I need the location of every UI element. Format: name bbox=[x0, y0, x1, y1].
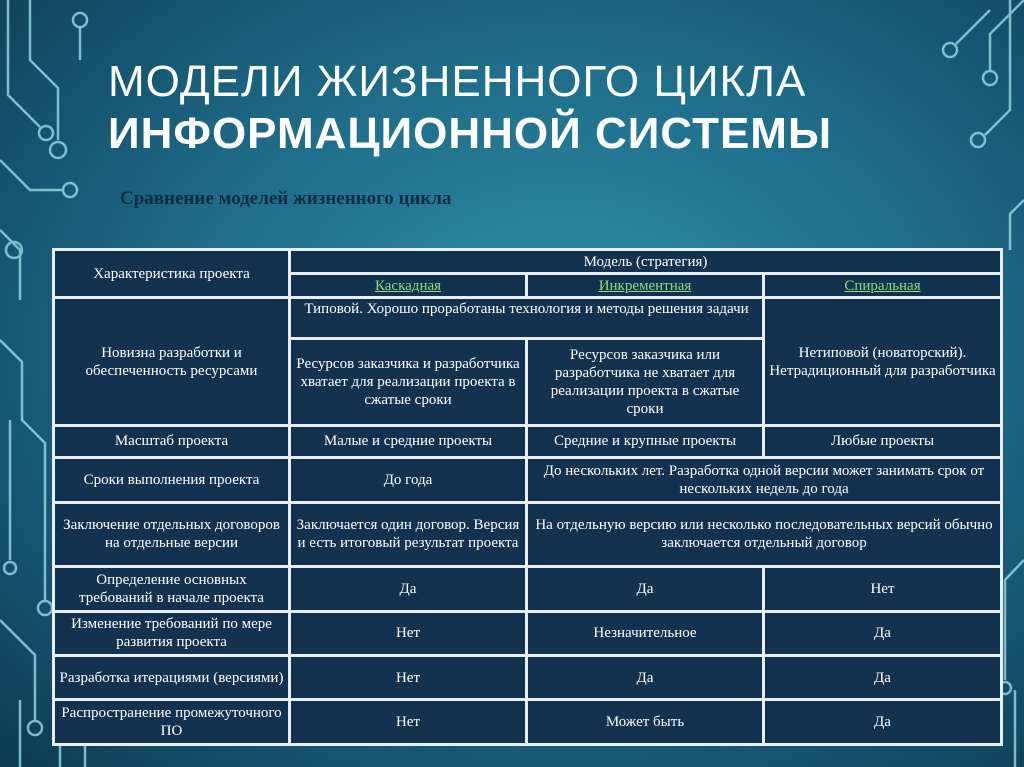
cell-scale-incremental: Средние и крупные проекты bbox=[527, 425, 764, 457]
table-row bbox=[54, 425, 1002, 457]
cell-changes-spiral: Да bbox=[764, 611, 1002, 655]
cell-iterations-spiral: Да bbox=[764, 656, 1002, 700]
table-row bbox=[54, 298, 1002, 338]
table-row bbox=[54, 458, 1002, 502]
title-line-2: ИНФОРМАЦИОННОЙ СИСТЕМЫ bbox=[108, 109, 833, 158]
cell-novelty-spiral: Нетиповой (новаторский). Нетрадиционный для разработчика bbox=[764, 298, 1002, 425]
table-header-row bbox=[54, 250, 1002, 274]
cell-intermediate-spiral: Да bbox=[764, 700, 1002, 745]
row-label-intermediate: Распространение промежуточного ПО bbox=[54, 700, 290, 745]
cell-requirements-spiral: Нет bbox=[764, 567, 1002, 611]
header-model-strategy: Модель (стратегия) bbox=[290, 250, 1002, 274]
cell-intermediate-cascade: Нет bbox=[290, 700, 527, 745]
table-row bbox=[54, 656, 1002, 700]
row-label-terms: Сроки выполнения проекта bbox=[54, 458, 290, 502]
model-spiral-link[interactable]: Спиральная bbox=[764, 274, 1002, 298]
table-row bbox=[54, 700, 1002, 745]
row-label-contracts: Заключение отдельных договоров на отдельные версии bbox=[54, 502, 290, 567]
cell-terms-cascade: До года bbox=[290, 458, 527, 502]
header-characteristic: Характеристика проекта bbox=[54, 250, 290, 298]
slide-title bbox=[108, 56, 832, 160]
cell-terms-incremental-spiral: До нескольких лет. Разработка одной версии может занимать срок от нескольких недель до года bbox=[527, 458, 1002, 502]
model-cascade-link[interactable]: Каскадная bbox=[290, 274, 527, 298]
cell-intermediate-incremental: Может быть bbox=[527, 700, 764, 745]
model-incremental-link[interactable]: Инкрементная bbox=[527, 274, 764, 298]
row-label-requirements: Определение основных требований в начале проекта bbox=[54, 567, 290, 611]
cell-scale-cascade: Малые и средние проекты bbox=[290, 425, 527, 457]
cell-iterations-cascade: Нет bbox=[290, 656, 527, 700]
cell-scale-spiral: Любые проекты bbox=[764, 425, 1002, 457]
row-label-changes: Изменение требований по мере развития проекта bbox=[54, 611, 290, 655]
cell-novelty-incremental: Ресурсов заказчика или разработчика не хватает для реализации проекта в сжатые сроки bbox=[527, 338, 764, 425]
table-row bbox=[54, 611, 1002, 655]
row-label-scale: Масштаб проекта bbox=[54, 425, 290, 457]
row-label-iterations: Разработка итерациями (версиями) bbox=[54, 656, 290, 700]
comparison-table bbox=[52, 248, 1003, 746]
cell-requirements-incremental: Да bbox=[527, 567, 764, 611]
cell-iterations-incremental: Да bbox=[527, 656, 764, 700]
cell-novelty-cascade: Ресурсов заказчика и разработчика хватает для реализации проекта в сжатые сроки bbox=[290, 338, 527, 425]
cell-contracts-incremental-spiral: На отдельную версию или несколько последовательных версий обычно заключается отдельный договор bbox=[527, 502, 1002, 567]
cell-contracts-cascade: Заключается один договор. Версия и есть итоговый результат проекта bbox=[290, 502, 527, 567]
cell-requirements-cascade: Да bbox=[290, 567, 527, 611]
table-row bbox=[54, 567, 1002, 611]
row-label-novelty: Новизна разработки и обеспеченность ресурсами bbox=[54, 298, 290, 425]
cell-changes-incremental: Незначительное bbox=[527, 611, 764, 655]
cell-changes-cascade: Нет bbox=[290, 611, 527, 655]
slide-subtitle: Сравнение моделей жизненного цикла bbox=[120, 188, 452, 209]
table-row bbox=[54, 502, 1002, 567]
title-line-1: МОДЕЛИ ЖИЗНЕННОГО ЦИКЛА bbox=[108, 57, 807, 106]
cell-novelty-shared: Типовой. Хорошо проработаны технология и методы решения задачи bbox=[290, 298, 764, 338]
